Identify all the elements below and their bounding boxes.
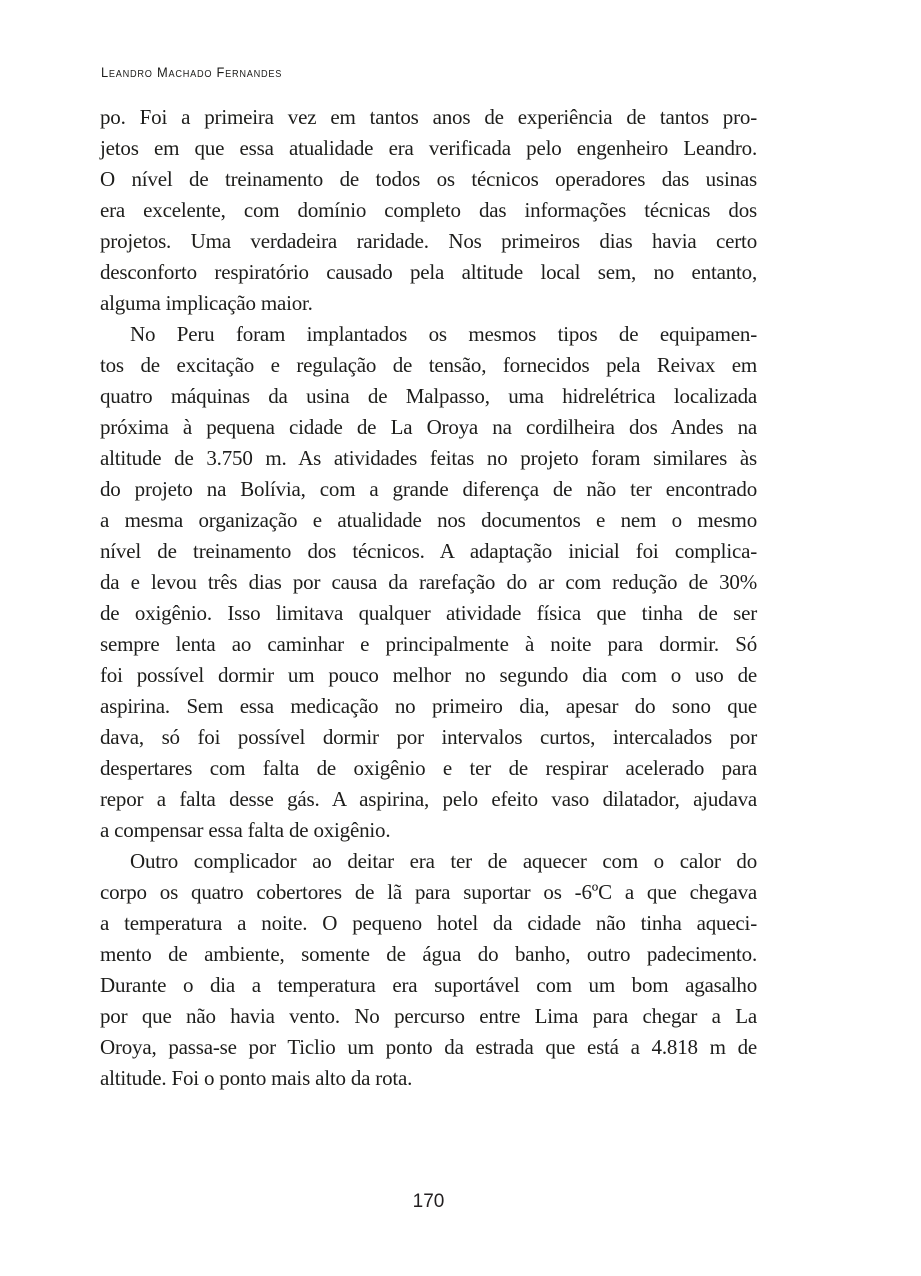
text-line: repor a falta desse gás. A aspirina, pelo efeito vaso dilatador, ajudava — [100, 787, 757, 811]
running-header: Leandro Machado Fernandes — [101, 64, 283, 80]
text-line: alguma implicação maior. — [100, 291, 313, 315]
text-line: sempre lenta ao caminhar e principalmente à noite para dormir. Só — [100, 632, 757, 656]
text-line: foi possível dormir um pouco melhor no segundo dia com o uso de — [100, 663, 757, 687]
text-line: nível de treinamento dos técnicos. A adaptação inicial foi complica- — [100, 539, 757, 563]
text-line: Outro complicador ao deitar era ter de aquecer com o calor do — [130, 849, 757, 873]
text-line: a compensar essa falta de oxigênio. — [100, 818, 391, 842]
text-line: dava, só foi possível dormir por intervalos curtos, intercalados por — [100, 725, 757, 749]
text-line: aspirina. Sem essa medicação no primeiro dia, apesar do sono que — [100, 694, 757, 718]
text-line: No Peru foram implantados os mesmos tipos de equipamen- — [130, 322, 757, 346]
text-line: altitude de 3.750 m. As atividades feitas no projeto foram similares às — [100, 446, 757, 470]
text-line: jetos em que essa atualidade era verificada pelo engenheiro Leandro. — [100, 136, 757, 160]
text-line: quatro máquinas da usina de Malpasso, uma hidrelétrica localizada — [100, 384, 757, 408]
body-text — [100, 102, 757, 1094]
text-line: da e levou três dias por causa da rarefação do ar com redução de 30% — [100, 570, 757, 594]
text-line: próxima à pequena cidade de La Oroya na cordilheira dos Andes na — [100, 415, 757, 439]
text-line: a mesma organização e atualidade nos documentos e nem o mesmo — [100, 508, 757, 532]
text-line: corpo os quatro cobertores de lã para suportar os -6ºC a que chegava — [100, 880, 757, 904]
text-line: despertares com falta de oxigênio e ter de respirar acelerado para — [100, 756, 757, 780]
text-line: po. Foi a primeira vez em tantos anos de experiência de tantos pro- — [100, 105, 757, 129]
text-line: do projeto na Bolívia, com a grande diferença de não ter encontrado — [100, 477, 757, 501]
text-line: desconforto respiratório causado pela altitude local sem, no entanto, — [100, 260, 757, 284]
text-line: mento de ambiente, somente de água do banho, outro padecimento. — [100, 942, 757, 966]
text-line: projetos. Uma verdadeira raridade. Nos primeiros dias havia certo — [100, 229, 757, 253]
text-line: por que não havia vento. No percurso entre Lima para chegar a La — [100, 1004, 757, 1028]
text-line: a temperatura a noite. O pequeno hotel da cidade não tinha aqueci- — [100, 911, 757, 935]
text-line: altitude. Foi o ponto mais alto da rota. — [100, 1066, 413, 1090]
page-number: 170 — [412, 1191, 445, 1212]
text-line: era excelente, com domínio completo das informações técnicas dos — [100, 198, 757, 222]
text-line: tos de excitação e regulação de tensão, fornecidos pela Reivax em — [100, 353, 757, 377]
text-line: O nível de treinamento de todos os técnicos operadores das usinas — [100, 167, 757, 191]
text-line: Durante o dia a temperatura era suportável com um bom agasalho — [100, 973, 757, 997]
text-line: de oxigênio. Isso limitava qualquer atividade física que tinha de ser — [100, 601, 757, 625]
text-line: Oroya, passa-se por Ticlio um ponto da estrada que está a 4.818 m de — [100, 1035, 757, 1059]
